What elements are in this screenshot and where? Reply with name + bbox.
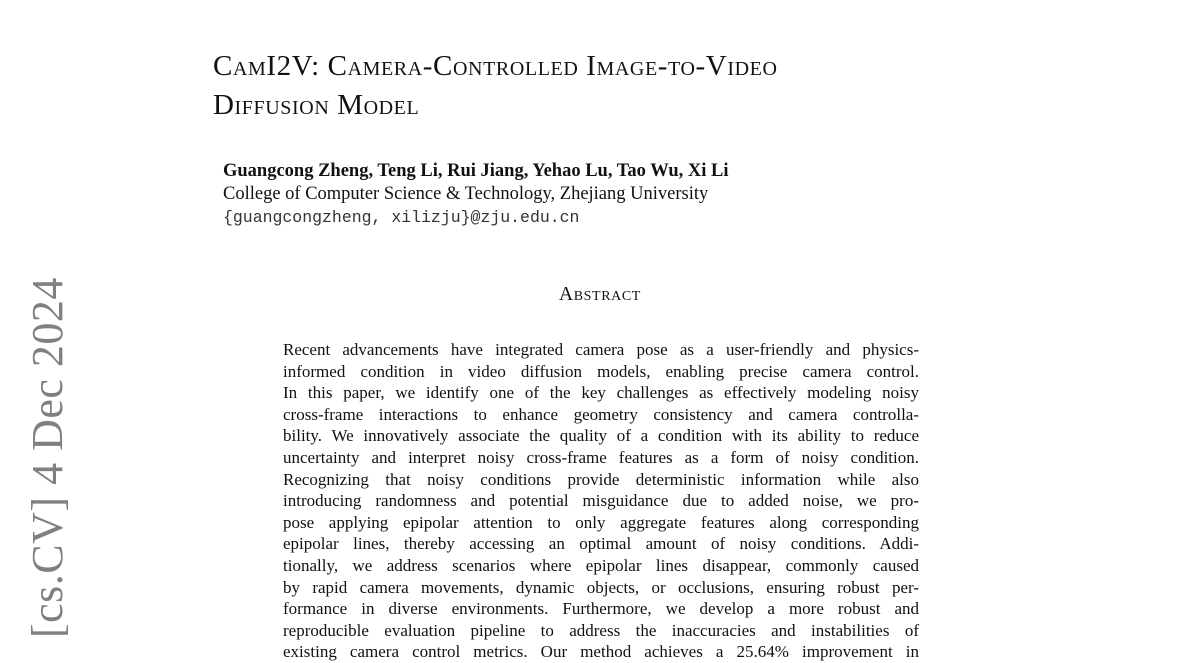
contact-email: {guangcongzheng, xilizju}@zju.edu.cn [223, 208, 580, 227]
abstract-line: informed condition in video diffusion models, enabling precise camera control. [283, 361, 919, 381]
abstract-body [283, 339, 919, 663]
abstract-line: introducing randomness and potential misguidance due to added noise, we pro- [283, 491, 919, 511]
abstract-line: pose applying epipolar attention to only aggregate features along corresponding [283, 512, 919, 532]
abstract-line: tionally, we address scenarios where epipolar lines disappear, commonly caused [283, 555, 919, 575]
abstract-line: bility. We innovatively associate the quality of a condition with its ability to reduce [283, 426, 919, 446]
author-block [223, 160, 729, 229]
paper-title [213, 47, 1033, 125]
arxiv-identifier-stamp: [cs.CV] 4 Dec 2024 [23, 277, 72, 638]
abstract-heading: Abstract [559, 284, 641, 305]
abstract-line: Recent advancements have integrated camera pose as a user-friendly and physics- [283, 340, 919, 359]
abstract-line: epipolar lines, thereby accessing an optimal amount of noisy conditions. Addi- [283, 534, 919, 554]
abstract-line: existing camera control metrics. Our method achieves a 25.64% improvement in [283, 642, 919, 662]
abstract-line: Recognizing that noisy conditions provide deterministic information while also [283, 469, 919, 489]
author-list: Guangcong Zheng, Teng Li, Rui Jiang, Yehao Lu, Tao Wu, Xi Li [223, 161, 729, 181]
abstract-line: uncertainty and interpret noisy cross-frame features as a form of noisy condition. [283, 447, 919, 467]
abstract-line: reproducible evaluation pipeline to address the inaccuracies and instabilities of [283, 620, 919, 640]
abstract-line: by rapid camera movements, dynamic objects, or occlusions, ensuring robust per- [283, 577, 919, 597]
paper-title-line-2: Diffusion Model [213, 89, 420, 121]
abstract-line: In this paper, we identify one of the key challenges as effectively modeling noisy [283, 383, 919, 403]
paper-title-line-1: CamI2V: Camera-Controlled Image-to-Video [213, 50, 778, 82]
affiliation: College of Computer Science & Technology, Zhejiang University [223, 184, 709, 204]
abstract-line: formance in diverse environments. Furthermore, we develop a more robust and [283, 599, 919, 619]
abstract-line: cross-frame interactions to enhance geometry consistency and camera controlla- [283, 404, 919, 424]
